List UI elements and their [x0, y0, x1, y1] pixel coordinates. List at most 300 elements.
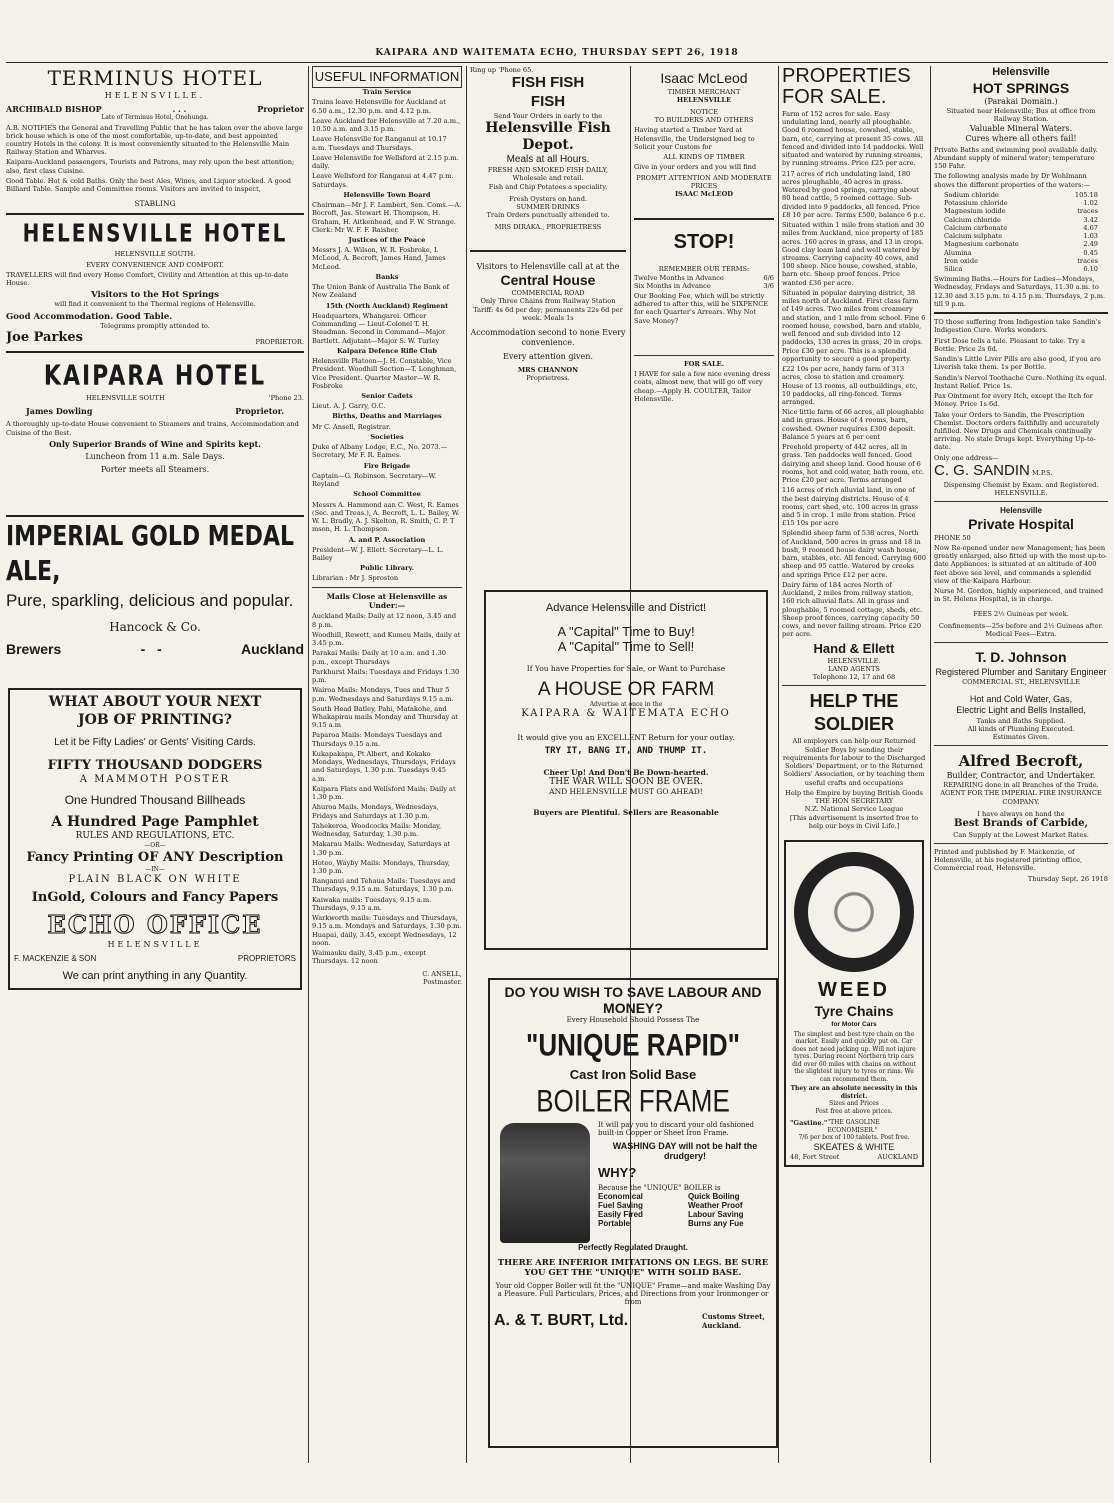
springs-body: Private Baths and swimming pool available daily. Abundant supply of mineral water; temperature 150 Fahr.	[934, 145, 1098, 171]
train-item: Leave Helensville for Wellsford at 2.15 p.m. daily.	[312, 153, 459, 171]
helensville-hotel-place: HELENSVILLE SOUTH.	[114, 249, 196, 258]
column-6	[934, 66, 1108, 1463]
hospital-title: Private Hospital	[968, 516, 1074, 533]
chemical-value: traces	[1077, 207, 1098, 216]
sandin-name: C. G. SANDIN	[934, 461, 1030, 479]
property-list	[782, 110, 926, 639]
helensville-hotel-visitors-2: will find it convenient to the Thermal regions of Helensville.	[54, 300, 256, 309]
chemical-row	[944, 257, 1098, 265]
board-heading: Helensville Town Board	[343, 190, 431, 199]
boiler-feature: Quick Boiling	[688, 1192, 740, 1201]
kaipara-hotel-title: KAIPARA HOTEL	[43, 360, 267, 392]
boiler-feature: Easily Fired	[598, 1210, 643, 1219]
advance-return: It would give you an EXCELLENT Return for your outlay.	[517, 733, 735, 742]
printing-title: WHAT ABOUT YOUR NEXT	[48, 694, 262, 711]
chemical-value: 1.02	[1083, 199, 1098, 208]
chemical-name: Calcium carbonate	[944, 223, 1008, 232]
printing-line-5: A Hundred Page Pamphlet	[51, 813, 259, 830]
central-house-ad	[470, 262, 626, 383]
sandin-line-5: Pax Ointment for every Itch, except the Itch for Money. Price 1s 6d.	[934, 392, 1093, 409]
central-visitors: Visitors to Helensville call at at the	[476, 261, 620, 271]
kaipara-hotel-ad	[6, 360, 304, 475]
hand-ellett-place: HELENSVILLE.	[827, 656, 881, 665]
terminus-stabling: STABLING	[134, 199, 176, 209]
mail-item: Makarau Mails: Wednesday, Saturdays at 1.30 p.m.	[312, 840, 451, 857]
property-item: Dairy farm of 184 acres North of Auckland, 2 miles from railway station, 160 rich alluvial flats. All in grass and ploughable, 5 roomed cottage, sheds, etc. Sheep proof fences, carrying capacity 50 cows, and never failing stream. Price £20 per acre.	[782, 580, 923, 639]
chemical-name: Magnesium iodide	[944, 207, 1006, 216]
mail-item: South Head Batley, Pahi, Matakohe, and Whakapirau mails Monday and Thursday at 9.15 a.m	[312, 704, 458, 730]
help-title: HELP THE	[809, 691, 899, 712]
sandin-place: HELENSVILLE.	[994, 488, 1048, 497]
chemical-name: Calcium sulphate	[944, 232, 1003, 241]
train-list	[312, 98, 462, 188]
ale-title: IMPERIAL GOLD MEDAL ALE,	[6, 521, 294, 587]
fish-title: FISH FISH	[511, 74, 585, 92]
central-distance: Only Three Chains from Railway Station	[480, 297, 616, 306]
cadets-heading: Senior Cadets	[361, 391, 413, 400]
terminus-proprietor: ARCHIBALD BISHOP	[6, 104, 102, 114]
property-item: £22 10s per acre, handy farm of 313 acres, close to station and creamery. House of 13 rooms, all outbuildings, etc, 10 paddocks, all ring-fenced. Terms arranged.	[782, 365, 918, 406]
chemical-name: Iron oxide	[944, 256, 978, 265]
sandin-line-4: Sandin's Nervol Toothache Cure. Nothing its equal. Instant Relief. Price 1s.	[934, 373, 1107, 390]
train-item: Leave Auckland for Helensville at 7.20 a.m., 10.50 a.m. and 3.15 p.m.	[312, 116, 461, 134]
stop-title: STOP!	[673, 231, 735, 254]
terminus-body-3: Good Table. Hot & cold Baths. Only the best Ales, Wines, and Liquor stocked. A good Billiard Table. Sample and Committee rooms. Visitors are invited to inspect,	[6, 176, 292, 194]
terminus-prop-label: Proprietor	[257, 104, 304, 114]
school-text: Messrs A. Hammond aan C. West, R. Eames (Sec. and Treas.), A. Becroft, L. L. Bailey, W. W. L. Bradly, A. J. Skelton, R. Smith, C. P. T mson, H. L. Thompson.	[312, 500, 460, 534]
becroft-name: Alfred Becroft,	[958, 752, 1084, 771]
stop-term-1-price: 6/6	[763, 273, 774, 282]
printing-line-3: A MAMMOTH POSTER	[79, 774, 231, 786]
train-item: Trains leave Helensville for Auckland at 6.50 a.m., 12.30 p.m. and 4.12 p.m.	[312, 98, 446, 115]
column-divider	[308, 66, 309, 1463]
mcleod-notice: NOTICE	[689, 107, 719, 116]
property-item: Farm of 152 acres for sale. Easy undulating land, nearly all ploughable. Good 6 roomed house, cowshed, stable, barn, etc, carrying at present 35 cows. All fenced and divided into 14 paddocks. Well situated and watered by running streams, by running streams. Price £25 per acre.	[782, 110, 924, 168]
help-body: All employers can help our Returned Soldier Boys by sending their requirements for labour to the Discharged Soldiers' Department, or to the Returned Soldiers' Association, or by teaching them useful crafts and occupations	[782, 737, 926, 787]
bdm-text: Mr C. Ansell, Registrar.	[312, 422, 391, 431]
postmaster-title: Postmaster.	[423, 977, 462, 986]
advance-helensville-ad	[484, 590, 768, 950]
becroft-carbide: Best Brands of Carbide,	[954, 818, 1088, 830]
kaipara-hotel-porter: Porter meets all Steamers.	[100, 464, 210, 474]
terminus-hotel-ad	[6, 66, 304, 209]
fish-title-2: FISH	[530, 92, 566, 110]
property-item: 217 acres of rich undulating land, 180 acres ploughable, 40 acres in grass. Watered by good springs, carrying about 80 head cattle, 5 roomed cottage. Sub-divided into 9 paddocks, all fenced. Price £8 10 per acre. Terms £500, balance 6 p.c.	[782, 169, 926, 219]
weed-body: The simplest and best tyre chain on the market. Easily and quickly put on. Car does not need jacking up. Will not injure tyres. During recent Northern trip cars did over 60 miles with chains on without the slightest injury to tyres or rims. We can recommend them.	[792, 1030, 916, 1083]
societies-heading: Societies	[370, 432, 404, 441]
johnson-ad	[934, 649, 1108, 741]
fish-ring: Ring up 'Phone 65.	[470, 66, 534, 74]
mcleod-place: HELENSVILLE	[676, 95, 732, 104]
properties-title: PROPERTIES FOR SALE.	[782, 66, 911, 108]
helensville-hotel-prop-label: PROPRIETOR.	[255, 338, 304, 347]
sandin-ad	[934, 318, 1108, 497]
becroft-ad	[934, 752, 1108, 838]
boiler-wash: WASHING DAY will not be half the drudgery!	[612, 1141, 758, 1161]
boiler-features	[598, 1192, 772, 1228]
printing-line-9: InGold, Colours and Fancy Papers	[31, 890, 279, 906]
mcleod-prompt: PROMPT ATTENTION AND MODERATE PRICES	[636, 173, 772, 190]
useful-info-title: USEFUL INFORMATION	[312, 66, 462, 88]
sandin-only: Only one address—	[934, 453, 999, 462]
fish-oysters: Fresh Oysters on hand.	[508, 194, 588, 203]
gastine-price: 7/6 per box of 100 tablets. Post free.	[798, 1134, 910, 1142]
kaipara-hotel-proprietor: James Dowling	[26, 406, 93, 417]
kaipara-hotel-place: HELENSVILLE SOUTH	[86, 394, 165, 403]
rifle-text: Helensville Platoon—J. H. Constable, Vice President. Woodhill Section—T. Longhman, Vice President. Quarter Master—W. R. Fosbroke	[312, 357, 457, 390]
fish-summer: SUMMER DRINKS	[516, 203, 580, 211]
mail-item: Kukapakapa, Pt Albert, and Kokako Mondays, Wednesdays, Thursdays, Fridays and Saturdays, 1.30 p.m. Tuesdays 9.45 a.m.	[312, 749, 456, 783]
becroft-supply: Can Supply at the Lowest Market Rates.	[953, 830, 1089, 839]
weed-city: AUCKLAND	[877, 1153, 918, 1162]
regiment-text: Headquarters, Whangarei. Officer Commanding — Lieut-Colonel T. H. Steadman. Second in Command—Major Bartlett. Adjutant—Major S. W. Turley	[312, 311, 446, 345]
boiler-feature: Burns any Fue	[688, 1219, 744, 1228]
boiler-feature: Weather Proof	[688, 1201, 743, 1210]
boiler-unique-rapid: "UNIQUE RAPID"	[526, 1026, 740, 1063]
boiler-feature: Labour Saving	[688, 1210, 744, 1219]
column-2	[312, 66, 462, 1463]
ale-tagline: Pure, sparkling, delicious and popular.	[6, 590, 294, 610]
kaipara-hotel-body: A thoroughly up-to-date House convenient to Steamers and trains, Accommodation and Cuisine of the Best.	[6, 420, 299, 437]
weed-chains: Tyre Chains	[814, 1003, 894, 1020]
mail-list	[312, 612, 462, 965]
fish-wholesale: Wholesale and retail.	[512, 174, 584, 183]
fish-meals: Meals at all Hours.	[506, 153, 590, 165]
chemical-name: Sodium chloride	[944, 190, 999, 199]
printing-in: —IN—	[145, 866, 165, 874]
masthead-rule	[6, 62, 1108, 63]
jp-heading: Justices of the Peace	[348, 236, 426, 244]
advance-go: AND HELENSVILLE MUST GO AHEAD!	[549, 787, 703, 796]
fish-chips: Fish and Chip Potatoes a speciality.	[488, 182, 608, 191]
private-hospital-ad	[934, 506, 1108, 638]
boiler-why: WHY?	[598, 1165, 637, 1180]
helensville-hotel-title: HELENSVILLE HOTEL	[22, 217, 288, 248]
printing-firm: F. MACKENZIE & SON	[14, 954, 97, 964]
chemical-value: 0.45	[1083, 248, 1098, 257]
hospital-fees: FEES 2½ Guineas per week.	[973, 609, 1069, 618]
advance-adv: Advertise at once in the	[589, 701, 663, 708]
mail-item: Hoteo, Wayby Mails: Mondays, Thursday, 1.30 p.m.	[312, 858, 450, 875]
advance-properties: If You have Properties for Sale, or Want to Purchase	[526, 664, 726, 673]
printing-line-8: PLAIN BLACK ON WHITE	[68, 873, 242, 885]
chemical-value: 105.18	[1074, 190, 1098, 199]
help-title-2: SOLDIER	[813, 713, 894, 734]
becroft-trade: Builder, Contractor, and Undertaker.	[946, 771, 1096, 781]
regiment-heading: 15th (North Auckland) Regiment	[325, 301, 449, 310]
printing-line-7: Fancy Printing OF ANY Description	[26, 849, 284, 865]
ale-brewers: Brewers	[6, 640, 62, 657]
printing-title-2: JOB OF PRINTING?	[78, 711, 232, 728]
springs-analysis: The following analysis made by Dr Wohlmann shows the different properties of the waters:—	[934, 172, 1091, 189]
boiler-address: Customs Street, Auckland.	[702, 1312, 765, 1330]
for-sale-body: I HAVE for sale a few nice evening dress coats, almost new, that will go off very cheap.—Apply H. COULTER, Tailor Helensville.	[634, 370, 771, 403]
printing-ad	[8, 688, 302, 990]
chemical-row	[944, 265, 1098, 273]
advance-buyers: Buyers are Plentiful. Sellers are Reasonable	[533, 808, 719, 817]
printing-line-2: FIFTY THOUSAND DODGERS	[47, 757, 263, 773]
printing-last: We can print anything in any Quantity.	[62, 970, 248, 983]
cadets-text: Lieut. A. J. Garry, O.C.	[312, 402, 386, 411]
boiler-frame: BOILER FRAME	[536, 1082, 730, 1119]
weed-address: 48, Fort Street	[790, 1153, 840, 1162]
help-secretary: THE HON SECRETARY	[814, 797, 894, 806]
terminus-body: A.B. NOTIFIES the General and Travelling Public that he has taken over the above large brick house which is one of the most comfortable, up-to-date, and best appointed country Hotels in the colony. It is most conveniently situated to the Helensville Main Railway Station and Wharves.	[6, 123, 303, 157]
advance-cheer: Cheer Up! And Don't Be Down-hearted.	[543, 768, 709, 777]
johnson-tanks: Tanks and Baths Supplied.	[976, 716, 1066, 725]
weed-necessity: They are an absolute necessity in this district.	[790, 1085, 918, 1100]
central-road: COMMERCIAL ROAD	[511, 289, 585, 298]
stop-body: Our Booking Fee, which will be strictly adhered to after this, will be SIXPENCE for each Quarter's Arrears. Why Not Save Money?	[634, 292, 769, 325]
johnson-name: T. D. Johnson	[975, 649, 1067, 666]
mail-item: Wairoa Mails: Mondays, Tues and Thur 5 p.m. Wednesdays and Saturdays 9.15 a.m.	[312, 686, 454, 703]
ap-heading: A. and P. Association	[348, 535, 426, 544]
chemical-name: Calcium chloride	[944, 215, 1001, 224]
johnson-plumbing: All kinds of Plumbing Executed.	[967, 724, 1075, 733]
printing-line-1: Let it be Fifty Ladies' or Gents' Visiting Cards.	[54, 737, 256, 749]
terminus-body-2: Kaipara-Auckland passengers, Tourists and Patrons, may rely upon the best attention; also, first class Cuisine.	[6, 158, 295, 175]
hospital-confinements: Confinements—25s before and 2½ Guineas after.	[938, 621, 1104, 630]
column-divider	[466, 66, 467, 1463]
property-item: Situated within 1 mile from station and 30 miles from Auckland, nice property of 185 acres. 160 acres in grass, and 13 in crops. Good clay loam land and well watered by streams. Carrying capacity 40 cows, and 100 sheep. Nice house, cowshed, stable, barn etc. Sheep proof fences. Price wanted £36 per acre.	[782, 221, 925, 287]
chemical-name: Magnesium carbonate	[944, 240, 1019, 249]
imprint: Printed and published by F. Mackenzie, of Helensville, at his registered printing office, Commercial road, Helensville.	[934, 847, 1083, 873]
mail-item: Tahekeroa, Woodcocks Mails: Monday, Wednesday, Saturday, 1.30 p.m.	[312, 821, 442, 839]
springs-title: HOT SPRINGS	[972, 79, 1070, 96]
springs-situated: Situated near Helensville; Bus at office from Railway Station.	[946, 107, 1096, 124]
boiler-cast: Cast Iron Solid Base	[569, 1067, 697, 1082]
fire-heading: Fire Brigade	[363, 461, 411, 470]
stop-term-2: Six Months in Advance	[634, 281, 711, 290]
fish-depot-ad	[470, 66, 626, 232]
chemical-row	[944, 207, 1098, 215]
column-5	[782, 66, 926, 1463]
mcleod-trade: TIMBER MERCHANT	[667, 87, 741, 96]
rifle-heading: Kaipara Defence Rifle Club	[336, 346, 438, 355]
mail-item: Ranganui and Tehaua Mails: Tuesdays and Thursdays, 9.15 a.m. Saturdays, 1.30 p.m.	[312, 877, 456, 894]
johnson-estimates: Estimates Given.	[992, 733, 1050, 742]
chemical-name: Potassium chloride	[944, 199, 1008, 208]
fish-proprietress: MRS DIRAKA., PROPRIETRESS	[494, 223, 602, 232]
train-item: Leave Wellsford for Ranganui at 4.47 p.m. Saturdays.	[312, 172, 454, 189]
chemical-row	[944, 240, 1098, 248]
imprint-date: Thursday Sept. 26 1918	[1027, 874, 1108, 883]
mail-item: Waimauku daily, 3.45 p.m., except Thursdays. 12 noon	[312, 949, 427, 966]
hospital-nurse: Nurse M. Gordon, highly experienced, and trained in St. Helens Hospital, is in charge.	[934, 587, 1104, 604]
imperial-ale-ad: IMPERIAL GOLD MEDAL ALE, Pure, sparkling, delicious and popular. Hancock & Co. Brewers - - Auckland	[6, 521, 304, 657]
help-empire: Help the Empire by buying British Goods	[785, 788, 923, 797]
helensville-hotel-proprietor: Joe Parkes	[6, 330, 83, 346]
advance-house-farm: A HOUSE OR FARM	[537, 679, 715, 700]
weed-sizes: Sizes and Prices	[829, 1100, 879, 1108]
mcleod-name: Isaac McLeod	[660, 70, 748, 86]
hospital-phone: PHONE 50	[934, 533, 971, 542]
boiler-pay: It will pay you to discard your old fashioned built-in Copper or Sheet Iron Frame.	[598, 1121, 755, 1137]
advance-try: TRY IT, BANG IT, AND THUMP IT.	[544, 746, 708, 756]
ale-auckland: Auckland	[240, 640, 304, 657]
kaipara-hotel-prop-label: Proprietor.	[235, 406, 284, 417]
becroft-repairing: REPAIRING done in all Branches of the Trade.	[943, 781, 1099, 790]
springs-swimming: Swimming Baths.—Hours for Ladies—Mondays, Wednesday, Fridays and Saturdays, 11.30 a.m. to 12.30 and 3.15 p.m. to 4.15 p.m. Thursdays, 2 p.m. till 9 p.m.	[934, 275, 1106, 308]
weed-firm: SKEATES & WHITE	[813, 1141, 895, 1152]
stop-term-2-price: 3/6	[763, 281, 774, 290]
column-divider	[778, 66, 779, 1463]
kaipara-hotel-phone: 'Phone 23.	[268, 394, 304, 403]
boiler-image	[500, 1123, 590, 1243]
gastine-economiser: "THE GASOLINE ECONOMISER."	[827, 1119, 880, 1134]
central-attention: Every attention given.	[503, 352, 593, 362]
boiler-regulated: Perfectly Regulated Draught.	[578, 1243, 688, 1252]
property-item: Splendid sheep farm of 538 acres, North of Auckland, 500 acres in grass and 18 in bush, 9 roomed house dairy wash house, barn, stables, etc. All fenced. Carrying 600 sheep and 95 cattle. Watered by creeks and springs Price £12 per acre.	[782, 529, 926, 579]
central-proprietress: Proprietress.	[526, 374, 570, 383]
hand-ellett-tel: Telephone 12, 17 and 68	[812, 673, 896, 682]
stop-remember: REMEMBER OUR TERMS:	[658, 265, 750, 274]
helensville-hotel-visitors: Visitors to the Hot Springs	[91, 289, 219, 300]
springs-chemicals	[934, 191, 1108, 273]
stop-term-1: Twelve Months in Advance	[634, 273, 724, 282]
chemical-name: Alumina	[944, 248, 972, 257]
johnson-electric: Electric Light and Bells Installed,	[956, 705, 1086, 716]
helensville-hotel-ad	[6, 217, 304, 347]
fish-send: Send Your Orders in early to the	[493, 111, 603, 120]
property-item: Freehold property of 442 acres, all in grass. Ten paddocks well fenced. Good dairying and sheep land. Good house of 6 rooms, hot and cold water, bath room, etc. Price £20 per acre. Terms arranged	[782, 443, 925, 485]
boiler-imitations: THERE ARE INFERIOR IMITATIONS ON LEGS. BE SURE YOU GET THE "UNIQUE" WITH SOLID BASE.	[497, 1258, 769, 1278]
mcleod-sign: ISAAC McLEOD	[674, 190, 734, 199]
weed-chains-ad	[784, 840, 924, 1167]
fish-train: Train Orders punctually attended to.	[486, 211, 610, 220]
board-text: Chairman—Mr J. F. Lambert, Sen. Coms.—A. Becroft, Jas. Stewart H. Thompson, H. Graham, H. Aitkenhead, and F. W. Strange. Clerk: Mr W. F. F. Raisher.	[312, 201, 462, 234]
becroft-agent: AGENT FOR THE IMPERIAL FIRE INSURANCE COMPANY.	[940, 789, 1102, 806]
banks-text: The Union Bank of Australia The Bank of New Zealand	[312, 283, 450, 300]
fire-text: Captain—G. Robinson. Secretary—W. Reyland	[312, 471, 437, 489]
chemical-value: 1.03	[1083, 232, 1098, 241]
hand-ellett: Hand & Ellett	[813, 640, 895, 656]
central-tariff: Tariff: 4s 6d per day; permanents 22s 6d per week. Meals 1s	[473, 305, 623, 322]
help-soldier-ad	[782, 690, 926, 830]
chemical-name: Silica	[944, 265, 963, 273]
central-proprietor: MRS CHANNON	[517, 366, 579, 375]
mcleod-ad	[634, 70, 774, 198]
sandin-line-6: Take your Orders to Sandin, the Prescription Chemist. Doctors orders faithfully and accurately fulfilled. New Drugs and Chemicals continually arriving. No stale Drugs kept. Everything Up-to-date.	[934, 410, 1100, 452]
fish-depot: Helensville Fish Depot.	[485, 119, 611, 153]
advance-echo: KAIPARA & WAITEMATA ECHO	[521, 708, 731, 719]
helensville-hotel-convenience: EVERY CONVENIENCE AND COMFORT.	[86, 260, 224, 269]
bdm-heading: Births, Deaths and Marriages	[332, 412, 442, 421]
chemical-row	[944, 191, 1098, 199]
helensville-hotel-accommodation: Good Accommodation. Good Table.	[6, 311, 173, 322]
chemical-row	[944, 224, 1098, 232]
stop-ad	[634, 230, 774, 325]
train-heading: Train Service	[362, 88, 412, 97]
gastine: "Gastine."	[790, 1119, 828, 1128]
train-item: Leave Helensville for Ranganui at 10.17 a.m. Tuesdays and Thursdays.	[312, 135, 447, 152]
advance-sell: A "Capital" Time to Sell!	[557, 639, 695, 654]
helensville-hotel-body: TRAVELLERS will find every Home Comfort, Civility and Attention at this up-to-date House.	[6, 271, 289, 288]
hospital-medical: Medical Fees—Extra.	[985, 629, 1057, 638]
mail-item: Parakai Mails: Daily at 10 a.m. and 1.30 p.m., except Thursdays	[312, 649, 446, 666]
hot-springs-ad	[934, 66, 1108, 308]
kaipara-hotel-brands: Only Superior Brands of Wine and Spirits kept.	[49, 438, 261, 449]
property-item: 116 acres of rich alluvial land, in one of the best dairying districts. House of 4 rooms, cart shed, etc. 100 acres in grass and 5 in crop. 1 mile from station. Price £15 10s per acre	[782, 486, 919, 528]
terminus-dots: . . .	[172, 104, 187, 114]
property-item: Nice little farm of 66 acres, all ploughable and in grass. House of 4 rooms, barn, cowshed. Owner requires £300 deposit. Balance 5 years at 6 per cent	[782, 408, 924, 441]
boiler-feature: Fuel Saving	[598, 1201, 643, 1210]
weed-post: Post free at above prices.	[815, 1107, 893, 1115]
printing-place: HELENSVILLE	[107, 940, 203, 950]
mcleod-all: ALL KINDS OF TIMBER	[663, 153, 745, 162]
chemical-value: traces	[1077, 256, 1098, 265]
unique-rapid-ad	[488, 978, 778, 1448]
terminus-late: Late of Terminus Hotel, Onehunga.	[101, 114, 209, 121]
johnson-hot: Hot and Cold Water, Gas,	[969, 694, 1073, 705]
printing-firm-label: PROPRIETORS	[237, 954, 296, 964]
library-heading: Public Library.	[359, 564, 415, 573]
column-1	[6, 66, 304, 1463]
printing-line-4: One Hundred Thousand Billheads	[64, 792, 246, 807]
advance-buy: A "Capital" Time to Buy!	[557, 624, 695, 639]
help-note: [This advertisement is inserted free to help our boys in Civil Life.]	[789, 813, 919, 830]
springs-domain: (Parakai Domain.)	[984, 97, 1058, 107]
mail-item: Parkhurst Mails: Tuesdays and Fridays 1.30 p.m.	[312, 667, 460, 685]
mcleod-give: Give in your orders and you will find	[634, 163, 757, 172]
sandin-line-2: First Dose tells a tale. Pleasant to take. Try a Bottle. Price 2s 6d.	[934, 336, 1086, 353]
mail-item: Woodhill, Rewett, and Kumeu Mails, daily at 3.45 p.m.	[312, 630, 461, 648]
chemical-row	[944, 216, 1098, 224]
chemical-value: 2.49	[1083, 240, 1098, 249]
printing-line-6: RULES AND REGULATIONS, ETC.	[75, 831, 235, 842]
masthead: KAIPARA AND WAITEMATA ECHO, THURSDAY SEPT 26, 1918	[375, 48, 739, 58]
help-league: N.Z. National Service League	[804, 805, 904, 814]
library-text: Librarian : Mr J. Sproston	[312, 574, 399, 583]
sandin-dispensing: Dispensing Chemist by Exam. and Registered.	[943, 480, 1099, 489]
property-item: Situated in popular dairying district, 38 miles north of Auckland. First class farm of 149 acres. Two miles from creamery and station, and 1 mile from school. Fine 6 roomed house, cowshed, barn and stable, well fenced and sub divided into 12 paddocks, 130 acres in grass, 20 in crops. Price £30 per acre. This is a splendid opportunity to secure a good property.	[782, 288, 926, 363]
boiler-firm: A. & T. BURT, Ltd.	[494, 1312, 629, 1329]
hand-ellett-agents: LAND AGENTS	[828, 665, 880, 674]
mail-item: Warkworth mails: Tuesdays and Thursdays, 9.15 a.m. Mondays and Saturdays, 1.30 p.m. Huapai, daily, 3.45, except Wednesdays, 12 noon.	[312, 914, 462, 947]
springs-waters: Valuable Mineral Waters.	[969, 123, 1073, 133]
hospital-body: Now Re-opened under new Management; has been greatly enlarged, also fitted up with the most up-to-date Appliances; is situated at an altitude of 400 feet above sea level, and commands a splendid view of the Kaipara Harbour.	[934, 543, 1108, 585]
column-4	[634, 66, 774, 556]
mcleod-body: Having started a Timber Yard at Helensville, the Undersigned beg to Solicit your Custom for	[634, 126, 755, 151]
terminus-title: TERMINUS HOTEL	[47, 66, 263, 90]
column-divider	[930, 66, 931, 1463]
chemical-value: 3.42	[1083, 215, 1098, 224]
sandin-line-1: TO those suffering from Indigestion take Sandin's Indigestion Cure. Works wonders.	[934, 318, 1101, 335]
johnson-address: COMMERCIAL ST., HELENSVILLE	[962, 677, 1080, 686]
banks-heading: Banks	[375, 272, 399, 281]
printing-or: —OR—	[144, 842, 166, 850]
fish-fresh: FRESH AND SMOKED FISH DAILY,	[487, 166, 609, 175]
column-3	[470, 66, 626, 578]
boiler-every: Every Household Should Possess The	[566, 1016, 700, 1024]
boiler-feature: Economical	[598, 1192, 643, 1201]
chemical-value: 4.67	[1083, 223, 1098, 232]
advance-title: Advance Helensville and District!	[545, 602, 707, 614]
mail-item: Ahuroa Mails. Mondays, Wednesdays, Fridays and Saturdays at 1.30 p.m.	[312, 803, 439, 820]
central-name: Central House	[500, 271, 596, 288]
for-sale-title: FOR SALE.	[683, 359, 725, 368]
chemical-row	[944, 232, 1098, 240]
mail-item: Paparoa Mails: Mondays Tuesdays and Thursdays 9.15 a.m.	[312, 731, 442, 748]
mail-item: Kaipara Flats and Wellsford Mails: Daily at 1.30 p.m.	[312, 784, 456, 802]
chemical-row	[944, 199, 1098, 207]
becroft-have: I have always on hand the	[977, 809, 1065, 818]
terminus-place: HELENSVILLE.	[104, 91, 206, 100]
weed-title: WEED	[818, 979, 890, 1002]
chemical-row	[944, 249, 1098, 257]
boiler-question: DO YOU WISH TO SAVE LABOUR AND MONEY?	[504, 984, 762, 1016]
hospital-town: Helensville	[1000, 506, 1042, 516]
